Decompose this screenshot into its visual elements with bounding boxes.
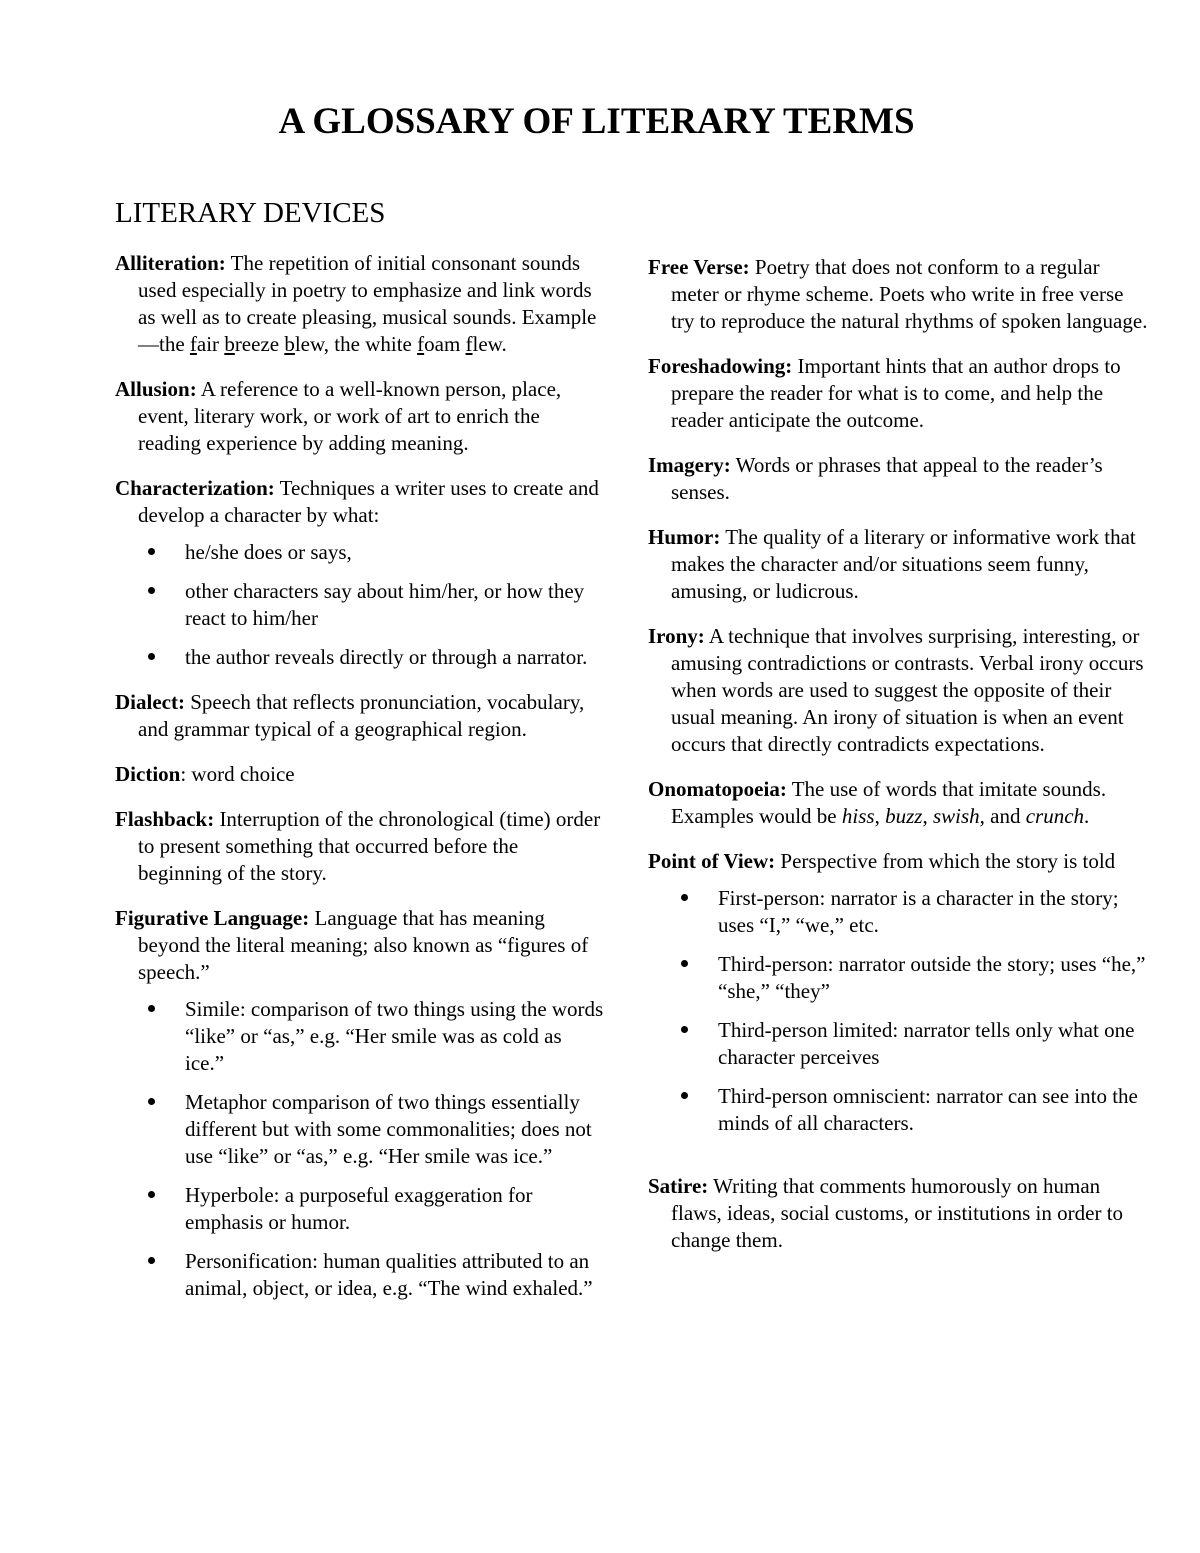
term-label: Imagery: — [648, 453, 731, 477]
point-of-view-list — [648, 885, 1148, 1137]
term-label: Satire: — [648, 1174, 709, 1198]
entry-point-of-view — [648, 848, 1148, 875]
list-item: Third-person: narrator outside the story; uses “he,” “she,” “they” — [718, 951, 1148, 1005]
separator-text: , — [922, 804, 933, 828]
left-column — [115, 250, 605, 1320]
term-definition: Important hints that an author drops to prepare the reader for what is to come, and help the reader anticipate the outcome. — [671, 354, 1121, 432]
entry-figurative-language — [115, 905, 605, 986]
list-item: Third-person limited: narrator tells only what one character perceives — [718, 1017, 1148, 1071]
entry-irony — [648, 623, 1148, 758]
entry-allusion — [115, 376, 605, 457]
list-item: Metaphor comparison of two things essentially different but with some commonalities; does not use “like” or “as,” e.g. “Her smile was ice.” — [185, 1089, 605, 1170]
list-item: he/she does or says, — [185, 539, 605, 566]
term-label: Humor: — [648, 525, 721, 549]
page-title: A GLOSSARY OF LITERARY TERMS — [278, 101, 915, 142]
separator-text: , — [874, 804, 886, 828]
term-definition: Speech that reflects pronunciation, vocabulary, and grammar typical of a geographical region. — [138, 690, 585, 741]
term-definition: The quality of a literary or informative work that makes the character and/or situations seem funny, amusing, or ludicrous. — [671, 525, 1136, 603]
entry-alliteration — [115, 250, 605, 358]
entry-flashback — [115, 806, 605, 887]
term-definition: A reference to a well-known person, place, event, literary work, or work of art to enrich the reading experience by adding meaning. — [138, 377, 562, 455]
entry-imagery — [648, 452, 1148, 506]
entry-free-verse — [648, 254, 1148, 335]
term-definition: Words or phrases that appeal to the reader’s senses. — [671, 453, 1103, 504]
term-definition: Writing that comments humorously on human flaws, ideas, social customs, or institutions in order to change them. — [671, 1174, 1124, 1252]
entry-dialect — [115, 689, 605, 743]
entry-onomatopoeia — [648, 776, 1148, 830]
entry-humor — [648, 524, 1148, 605]
list-item: First-person: narrator is a character in the story; uses “I,” “we,” etc. — [718, 885, 1148, 939]
term-definition: A technique that involves surprising, interesting, or amusing contradictions or contrasts. Verbal irony occurs when words are used to suggest the opposite of their usual meaning. An irony of situation is when an event occurs that directly contradicts expectations. — [671, 624, 1144, 756]
term-definition: The repetition of initial consonant sounds used especially in poetry to emphasize and link words as well as to create pleasing, musical sounds. Example—the — [138, 251, 597, 356]
term-definition: Perspective from which the story is told — [775, 849, 1116, 873]
term-label: Figurative Language: — [115, 906, 310, 930]
example-text: reeze — [234, 332, 285, 356]
term-definition: Techniques a writer uses to create and develop a character by what: — [138, 476, 599, 527]
alliteration-letter: f — [465, 332, 473, 356]
term-label: Flashback: — [115, 807, 215, 831]
term-label: Point of View: — [648, 849, 776, 873]
alliteration-letter: b — [224, 332, 235, 356]
example-text: air — [196, 332, 225, 356]
entry-characterization — [115, 475, 605, 529]
example-word: buzz — [885, 804, 923, 828]
term-label: Free Verse: — [648, 255, 750, 279]
term-label: Allusion: — [115, 377, 197, 401]
alliteration-letter: b — [284, 332, 295, 356]
figurative-language-list — [115, 996, 605, 1302]
example-word: swish — [932, 804, 980, 828]
example-text: lew. — [472, 332, 507, 356]
section-heading: LITERARY DEVICES — [115, 197, 386, 229]
entry-foreshadowing — [648, 353, 1148, 434]
list-item: Hyperbole: a purposeful exaggeration for emphasis or humor. — [185, 1182, 605, 1236]
term-label: Diction — [115, 762, 181, 786]
example-word: crunch — [1025, 804, 1085, 828]
example-text: lew, the white — [294, 332, 418, 356]
list-item: Third-person omniscient: narrator can see into the minds of all characters. — [718, 1083, 1148, 1137]
term-label: Dialect: — [115, 690, 185, 714]
separator-text: , and — [979, 804, 1026, 828]
term-definition: Interruption of the chronological (time) order to present something that occurred before the beginning of the story. — [138, 807, 601, 885]
example-text: oam — [424, 332, 466, 356]
list-item: Personification: human qualities attributed to an animal, object, or idea, e.g. “The wind exhaled.” — [185, 1248, 605, 1302]
term-definition: Poetry that does not conform to a regular meter or rhyme scheme. Poets who write in free verse try to reproduce the natural rhythms of spoken language. — [671, 255, 1148, 333]
list-item: other characters say about him/her, or how they react to him/her — [185, 578, 605, 632]
term-definition: The use of words that imitate sounds. Examples would be — [671, 777, 1107, 828]
alliteration-letter: f — [189, 332, 197, 356]
term-definition: Language that has meaning beyond the literal meaning; also known as “figures of speech.” — [138, 906, 589, 984]
term-label: Alliteration: — [115, 251, 226, 275]
entry-satire — [648, 1173, 1148, 1254]
term-label: Foreshadowing: — [648, 354, 793, 378]
example-word: hiss — [841, 804, 875, 828]
term-label: Irony: — [648, 624, 705, 648]
term-definition: : word choice — [180, 762, 295, 786]
term-label: Onomatopoeia: — [648, 777, 787, 801]
separator-text: . — [1084, 804, 1090, 828]
term-label: Characterization: — [115, 476, 275, 500]
list-item: Simile: comparison of two things using the words “like” or “as,” e.g. “Her smile was as cold as ice.” — [185, 997, 604, 1075]
alliteration-letter: f — [417, 332, 425, 356]
right-column — [648, 254, 1148, 1272]
list-item: the author reveals directly or through a narrator. — [185, 644, 605, 671]
entry-diction — [115, 761, 605, 788]
characterization-list — [115, 539, 605, 671]
